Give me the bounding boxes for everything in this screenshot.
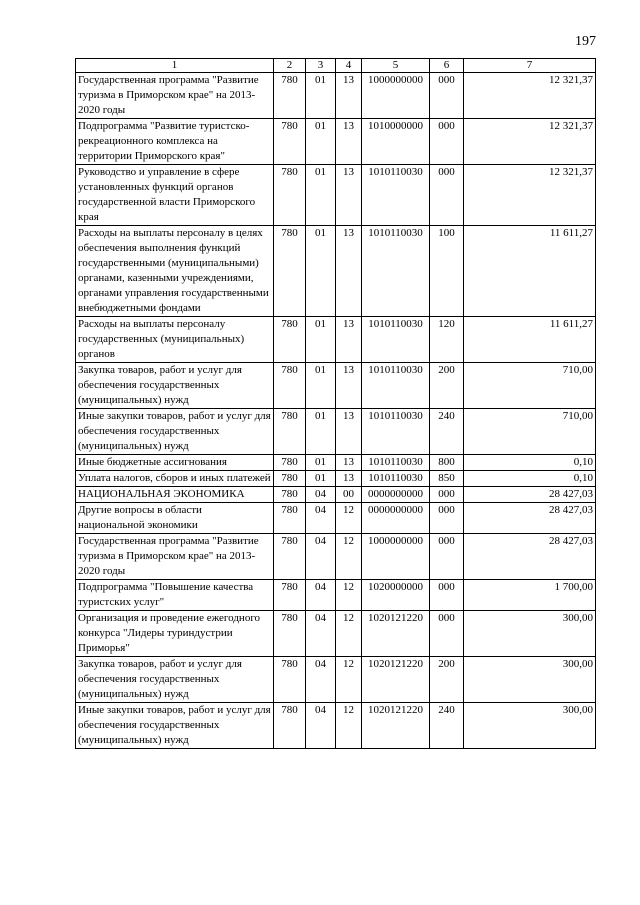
row-code-2: 780: [274, 471, 306, 487]
row-name: Иные закупки товаров, работ и услуг для обеспечения государственных (муниципальных) нужд: [76, 409, 274, 455]
row-amount: 12 321,37: [464, 165, 596, 226]
row-amount: 28 427,03: [464, 503, 596, 534]
row-amount: 0,10: [464, 455, 596, 471]
row-code-3: 01: [306, 455, 336, 471]
row-name: Расходы на выплаты персоналу в целях обеспечения выполнения функций государственными (муниципальными) органами, казенными учреждениями, органами управления государственными внебюджетными фондами: [76, 226, 274, 317]
table-row: [76, 363, 596, 409]
row-amount: 710,00: [464, 409, 596, 455]
row-name: Расходы на выплаты персоналу государственных (муниципальных) органов: [76, 317, 274, 363]
row-code-2: 780: [274, 534, 306, 580]
row-code-2: 780: [274, 226, 306, 317]
row-code-4: 00: [336, 487, 362, 503]
row-name: Государственная программа "Развитие туризма в Приморском крае" на 2013-2020 годы: [76, 73, 274, 119]
row-code-4: 12: [336, 657, 362, 703]
row-name: Организация и проведение ежегодного конкурса "Лидеры туриндустрии Приморья": [76, 611, 274, 657]
row-code-5: 1010110030: [362, 471, 430, 487]
row-code-2: 780: [274, 409, 306, 455]
page-number: 197: [575, 34, 596, 49]
row-code-3: 04: [306, 534, 336, 580]
budget-table: [75, 58, 596, 749]
row-code-4: 13: [336, 165, 362, 226]
row-amount: 300,00: [464, 611, 596, 657]
row-code-6: 000: [430, 611, 464, 657]
row-code-6: 000: [430, 580, 464, 611]
row-code-5: 1020121220: [362, 657, 430, 703]
row-code-2: 780: [274, 73, 306, 119]
col-header-3: 3: [306, 59, 336, 73]
row-code-5: 1010110030: [362, 409, 430, 455]
row-code-2: 780: [274, 611, 306, 657]
row-name: Руководство и управление в сфере установленных функций органов государственной власти Приморского края: [76, 165, 274, 226]
row-code-5: 1010110030: [362, 363, 430, 409]
row-amount: 0,10: [464, 471, 596, 487]
row-code-6: 000: [430, 503, 464, 534]
row-amount: 12 321,37: [464, 119, 596, 165]
row-amount: 28 427,03: [464, 534, 596, 580]
table-row: [76, 487, 596, 503]
row-code-6: 000: [430, 534, 464, 580]
row-amount: 11 611,27: [464, 317, 596, 363]
row-code-5: 1010110030: [362, 165, 430, 226]
table-row: [76, 611, 596, 657]
row-code-6: 800: [430, 455, 464, 471]
row-code-2: 780: [274, 487, 306, 503]
row-code-5: 0000000000: [362, 503, 430, 534]
row-code-3: 04: [306, 703, 336, 749]
row-code-3: 01: [306, 165, 336, 226]
col-header-4: 4: [336, 59, 362, 73]
row-code-3: 04: [306, 487, 336, 503]
row-name: НАЦИОНАЛЬНАЯ ЭКОНОМИКА: [76, 487, 274, 503]
table-row: [76, 657, 596, 703]
row-name: Закупка товаров, работ и услуг для обеспечения государственных (муниципальных) нужд: [76, 363, 274, 409]
row-name: Закупка товаров, работ и услуг для обеспечения государственных (муниципальных) нужд: [76, 657, 274, 703]
row-code-4: 13: [336, 363, 362, 409]
row-code-4: 13: [336, 409, 362, 455]
row-code-6: 240: [430, 409, 464, 455]
row-code-4: 13: [336, 455, 362, 471]
row-code-3: 01: [306, 226, 336, 317]
row-code-2: 780: [274, 455, 306, 471]
row-code-6: 850: [430, 471, 464, 487]
row-code-4: 12: [336, 503, 362, 534]
row-code-4: 12: [336, 534, 362, 580]
row-code-5: 1000000000: [362, 534, 430, 580]
row-code-2: 780: [274, 165, 306, 226]
row-code-2: 780: [274, 119, 306, 165]
row-name: Подпрограмма "Повышение качества туристских услуг": [76, 580, 274, 611]
row-code-3: 01: [306, 119, 336, 165]
col-header-7: 7: [464, 59, 596, 73]
row-code-6: 200: [430, 363, 464, 409]
row-name: Другие вопросы в области национальной экономики: [76, 503, 274, 534]
row-code-5: 1010110030: [362, 317, 430, 363]
row-name: Подпрограмма "Развитие туристско-рекреационного комплекса на территории Приморского края": [76, 119, 274, 165]
row-amount: 300,00: [464, 657, 596, 703]
row-name: Иные бюджетные ассигнования: [76, 455, 274, 471]
row-code-5: 1010110030: [362, 226, 430, 317]
row-code-5: 0000000000: [362, 487, 430, 503]
row-code-3: 01: [306, 409, 336, 455]
row-code-4: 13: [336, 317, 362, 363]
row-code-5: 1000000000: [362, 73, 430, 119]
col-header-2: 2: [274, 59, 306, 73]
table-row: [76, 165, 596, 226]
row-code-3: 01: [306, 317, 336, 363]
header-row: [76, 59, 596, 73]
row-code-6: 000: [430, 487, 464, 503]
row-code-5: 1020121220: [362, 703, 430, 749]
col-header-1: 1: [76, 59, 274, 73]
col-header-6: 6: [430, 59, 464, 73]
table-row: [76, 226, 596, 317]
table-row: [76, 534, 596, 580]
row-code-3: 04: [306, 503, 336, 534]
row-code-6: 100: [430, 226, 464, 317]
row-name: Иные закупки товаров, работ и услуг для обеспечения государственных (муниципальных) нужд: [76, 703, 274, 749]
row-code-5: 1010000000: [362, 119, 430, 165]
row-code-4: 12: [336, 580, 362, 611]
table-row: [76, 503, 596, 534]
row-code-2: 780: [274, 580, 306, 611]
row-code-3: 04: [306, 657, 336, 703]
row-amount: 300,00: [464, 703, 596, 749]
row-code-5: 1010110030: [362, 455, 430, 471]
row-amount: 11 611,27: [464, 226, 596, 317]
row-code-6: 240: [430, 703, 464, 749]
row-code-4: 12: [336, 611, 362, 657]
row-code-4: 13: [336, 119, 362, 165]
row-code-2: 780: [274, 317, 306, 363]
table-row: [76, 73, 596, 119]
row-code-2: 780: [274, 657, 306, 703]
row-code-5: 1020121220: [362, 611, 430, 657]
table-row: [76, 703, 596, 749]
row-code-4: 13: [336, 73, 362, 119]
row-name: Уплата налогов, сборов и иных платежей: [76, 471, 274, 487]
row-code-4: 13: [336, 471, 362, 487]
row-code-3: 01: [306, 471, 336, 487]
table-row: [76, 317, 596, 363]
row-code-3: 04: [306, 580, 336, 611]
table-row: [76, 119, 596, 165]
row-code-2: 780: [274, 703, 306, 749]
row-amount: 1 700,00: [464, 580, 596, 611]
row-amount: 12 321,37: [464, 73, 596, 119]
row-code-4: 12: [336, 703, 362, 749]
table-row: [76, 580, 596, 611]
row-code-6: 000: [430, 73, 464, 119]
row-code-3: 04: [306, 611, 336, 657]
row-name: Государственная программа "Развитие туризма в Приморском крае" на 2013-2020 годы: [76, 534, 274, 580]
row-code-2: 780: [274, 503, 306, 534]
row-amount: 710,00: [464, 363, 596, 409]
row-code-4: 13: [336, 226, 362, 317]
row-code-6: 120: [430, 317, 464, 363]
row-code-5: 1020000000: [362, 580, 430, 611]
row-code-6: 200: [430, 657, 464, 703]
row-code-2: 780: [274, 363, 306, 409]
row-code-3: 01: [306, 73, 336, 119]
table-row: [76, 409, 596, 455]
table-row: [76, 471, 596, 487]
row-amount: 28 427,03: [464, 487, 596, 503]
row-code-6: 000: [430, 119, 464, 165]
row-code-6: 000: [430, 165, 464, 226]
table-row: [76, 455, 596, 471]
col-header-5: 5: [362, 59, 430, 73]
row-code-3: 01: [306, 363, 336, 409]
